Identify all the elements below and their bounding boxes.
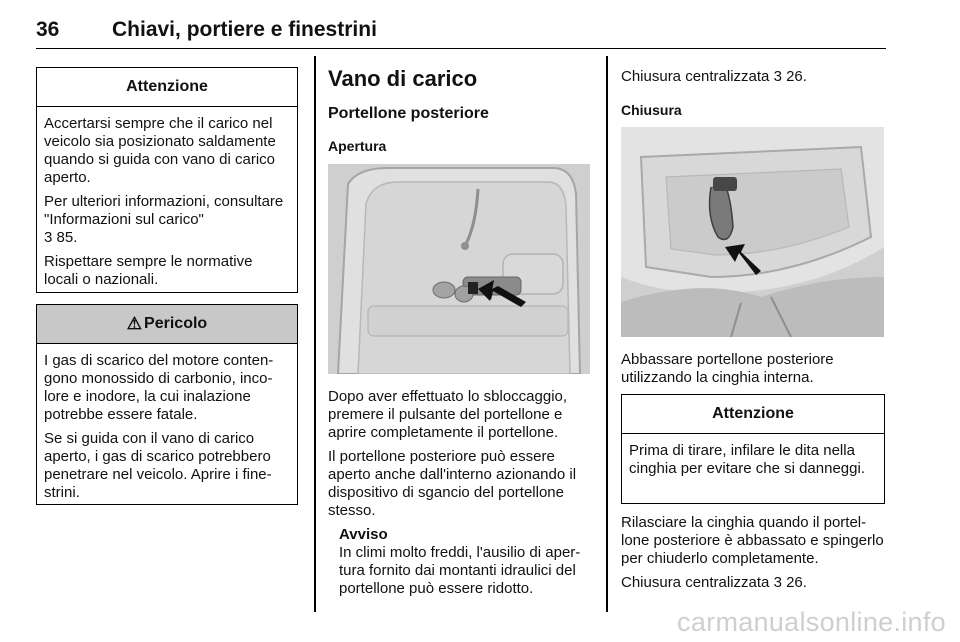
danger-text-2: Se si guida con il vano di carico aperto, i gas di scarico potrebbero penetrare nel veicolo. Aprire i finestrini. (44, 430, 272, 501)
closing-text-1: Abbassare portellone posteriore utilizzando la cinghia interna. (621, 351, 834, 386)
attention-box (36, 67, 298, 293)
warning-triangle-icon: ⚠ (126, 314, 143, 333)
watermark: carmanualsonline.info (677, 607, 946, 637)
chapter-title: Chiavi, portiere e finestrini (112, 18, 377, 41)
subheading-closing: Chiusura (621, 102, 682, 118)
attention-title: Attenzione (37, 68, 297, 107)
note-block (339, 526, 594, 598)
tailgate-strap-illustration (621, 127, 884, 337)
top-reference: Chiusura centralizzata 3 26. (621, 68, 807, 85)
danger-text-1: I gas di scarico del motore contengono monossido di carbonio, incolore e inodore, la cui inalazione potrebbe essere fatale. (44, 352, 274, 423)
page-ref[interactable]: 26. (786, 68, 807, 85)
right-body-2 (621, 514, 887, 598)
tailgate-opening-figure (328, 164, 590, 374)
closing-text-2: Rilasciare la cinghia quando il portellone posteriore è abbassato e spingerlo per chiuderlo completamente. (621, 514, 884, 567)
page-ref-icon: 3 (773, 68, 782, 85)
page-number: 36 (36, 18, 60, 41)
opening-text-2: Il portellone posteriore può essere aperto anche dall'interno azionando il dispositivo di sgancio del portellone stesso. (328, 448, 577, 519)
opening-text-1: Dopo aver effettuato lo sbloccaggio, premere il pulsante del portellone e aprire completamente il portellone. (328, 388, 568, 441)
danger-box (36, 304, 298, 505)
danger-title: Pericolo (144, 315, 208, 332)
attention-text-1: Accertarsi sempre che il carico nel veicolo sia posizionato saldamente quando si guida con vano di carico aperto. (44, 115, 276, 186)
section-title: Vano di carico (328, 66, 478, 91)
subheading-opening: Apertura (328, 138, 387, 154)
bottom-reference: Chiusura centralizzata 3 26. (621, 574, 807, 591)
right-body (621, 351, 887, 393)
page-ref[interactable]: 85. (56, 229, 78, 246)
danger-header (37, 305, 297, 344)
attention-box-2 (621, 394, 885, 504)
note-text: In climi molto freddi, l'ausilio di apertura fornito dai montanti idraulici del portellone può essere ridotto. (339, 544, 581, 597)
page-header (36, 14, 886, 49)
attention-text-3: Rispettare sempre le normative locali o nazionali. (44, 253, 253, 288)
tailgate-closing-figure (621, 127, 884, 337)
page-ref-icon: 3 (44, 229, 53, 246)
attention-text-2: Per ulteriori informazioni, consultare "Informazioni sul carico" 3 85. (44, 193, 284, 246)
page-ref[interactable]: 26. (786, 574, 807, 591)
page-ref-icon: 3 (773, 574, 782, 591)
note-title: Avviso (339, 526, 388, 543)
column-divider-1 (314, 56, 316, 612)
column-divider-2 (606, 56, 608, 612)
attention-text-2-1: Prima di tirare, infilare le dita nella cinghia per evitare che si danneggi. (629, 442, 865, 477)
middle-body (328, 388, 594, 604)
tailgate-handle-illustration (328, 164, 590, 374)
attention-title-2: Attenzione (622, 395, 884, 434)
subsection-title: Portellone posteriore (328, 105, 489, 122)
